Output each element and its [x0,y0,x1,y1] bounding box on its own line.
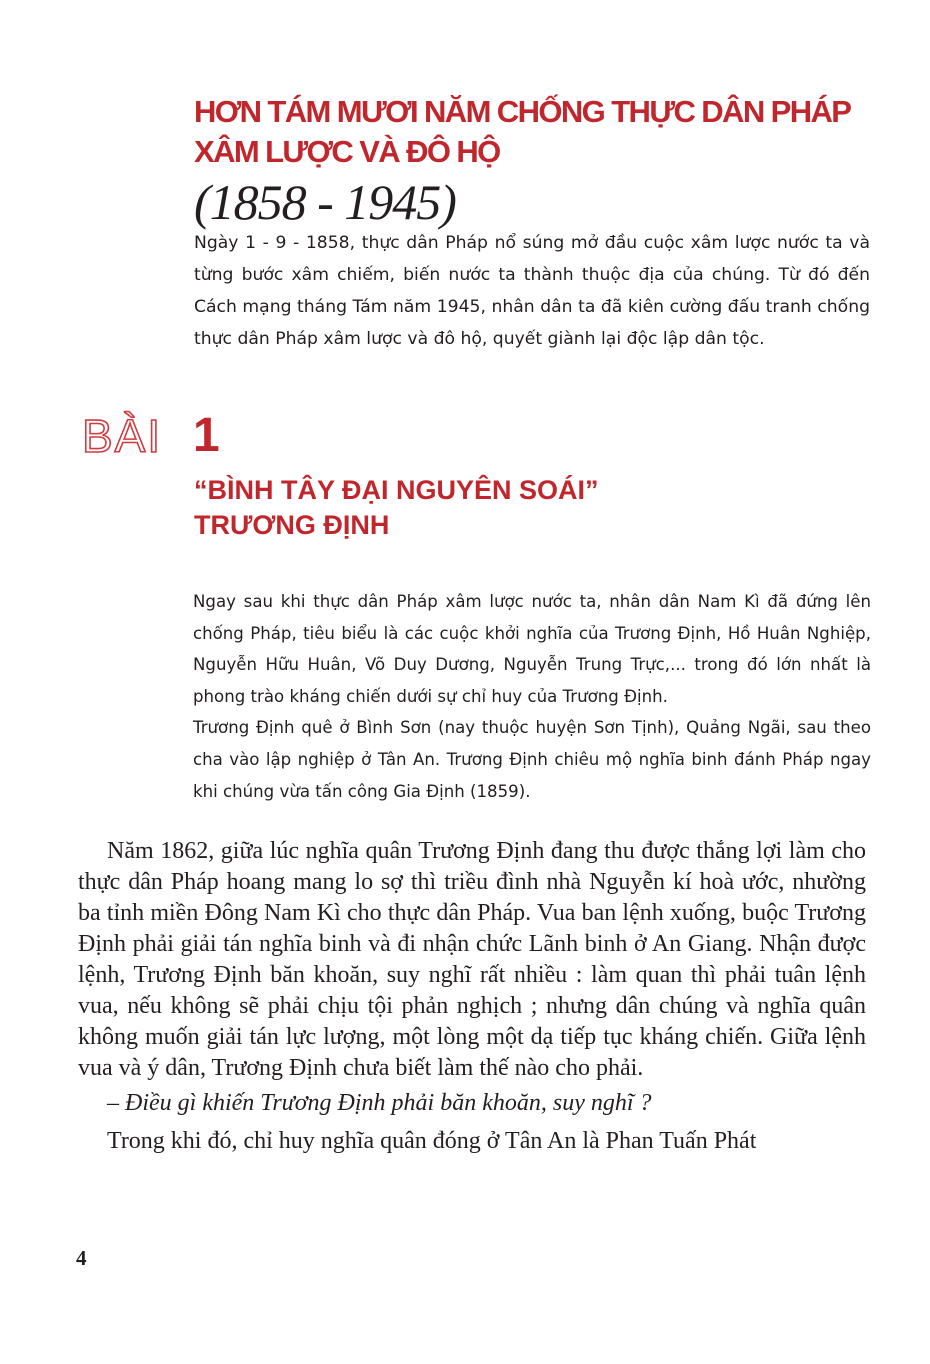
page-number: 4 [76,1246,87,1270]
unit-years: (1858 - 1945) [194,174,456,230]
lesson-number: 1 [193,409,220,462]
lesson-summary [193,586,871,807]
body-paragraph-2: Trong khi đó, chỉ huy nghĩa quân đóng ở Tân An là Phan Tuấn Phát [107,1128,757,1154]
summary-paragraph-2: Trương Định quê ở Bình Sơn (nay thuộc huyện Sơn Tịnh), Quảng Ngãi, sau theo cha vào lập nghiệp ở Tân An. Trương Định chiêu mộ nghĩa binh đánh Pháp ngay khi chúng vừa tấn công Gia Định (1859). [193,718,871,801]
unit-title-line-2: XÂM LƯỢC VÀ ĐÔ HỘ [194,134,500,169]
lesson-title-line-1: “BÌNH TÂY ĐẠI NGUYÊN SOÁI” [194,475,599,505]
summary-paragraph-1: Ngay sau khi thực dân Pháp xâm lược nước ta, nhân dân Nam Kì đã đứng lên chống Pháp, tiêu biểu là các cuộc khởi nghĩa của Trương Định, Hồ Huân Nghiệp, Nguyễn Hữu Huân, Võ Duy Dương, Nguyễn Trung Trực,... trong đó lớn nhất là phong trào kháng chiến dưới sự chỉ huy của Trương Định. [193,592,871,706]
unit-title-line-1: HƠN TÁM MƯƠI NĂM CHỐNG THỰC DÂN PHÁP [194,94,851,129]
body-question: – Điều gì khiến Trương Định phải băn khoăn, suy nghĩ ? [107,1090,652,1116]
lesson-title [194,473,834,543]
lesson-body [78,836,866,1157]
unit-intro: Ngày 1 - 9 - 1858, thực dân Pháp nổ súng mở đầu cuộc xâm lược nước ta và từng bước xâm chiếm, biến nước ta thành thuộc địa của chúng. Từ đó đến Cách mạng tháng Tám năm 1945, nhân dân ta đã kiên cường đấu tranh chống thực dân Pháp xâm lược và đô hộ, quyết giành lại độc lập dân tộc. [194,233,870,349]
unit-title [194,92,884,172]
lesson-title-line-2: TRƯƠNG ĐỊNH [194,510,390,540]
body-paragraph-1: Năm 1862, giữa lúc nghĩa quân Trương Định đang thu được thắng lợi làm cho thực dân Pháp hoang mang lo sợ thì triều đình nhà Nguyễn kí hoà ước, nhường ba tỉnh miền Đông Nam Kì cho thực dân Pháp. Vua ban lệnh xuống, buộc Trương Định phải giải tán nghĩa binh và đi nhận chức Lãnh binh ở An Giang. Nhận được lệnh, Trương Định băn khoăn, suy nghĩ rất nhiều : làm quan thì phải tuân lệnh vua, nếu không sẽ phải chịu tội phản nghịch ; nhưng dân chúng và nghĩa quân không muốn giải tán lực lượng, một lòng một dạ tiếp tục kháng chiến. Giữa lệnh vua và ý dân, Trương Định chưa biết làm thế nào cho phải. [78,838,866,1081]
lesson-label: BÀI [82,410,163,462]
